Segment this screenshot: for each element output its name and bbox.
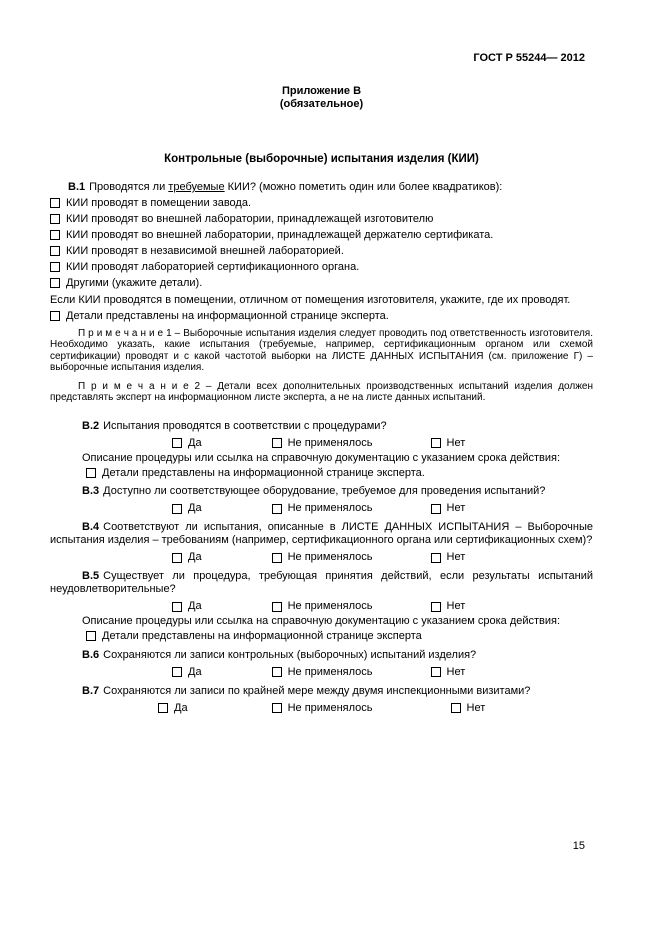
answer-label: Не применялось [287,551,373,563]
underlined-word: требуемые [168,181,225,193]
answer-row-b5 [50,600,593,613]
answer-option-no[interactable] [431,551,466,564]
answer-label: Да [188,665,202,678]
checkbox[interactable] [50,246,60,256]
checkbox-option[interactable] [50,229,593,242]
answer-row-b3 [50,502,593,515]
checkbox-yes[interactable] [158,703,168,713]
answer-option-no[interactable] [431,666,466,679]
question-b5 [50,570,593,596]
question-number: В.7 [82,684,100,697]
question-number: В.4 [82,521,100,533]
checkbox-yes[interactable] [172,602,182,612]
answer-option-yes[interactable] [172,502,202,515]
checkbox-na[interactable] [272,703,282,713]
checkbox-na[interactable] [272,504,282,514]
location-note: Если КИИ проводятся в помещении, отличном от помещения изготовителя, укажите, где их проводят. [50,294,571,306]
answer-label: Не применялось [287,665,373,678]
annex-name: Приложение В [281,85,362,97]
checkbox-no[interactable] [451,703,461,713]
checkbox-no[interactable] [431,553,441,563]
question-text: Существует ли процедура, требующая принятия действий, если результаты испытаний неудовлетворительные? [50,570,593,595]
answer-label: Да [188,551,202,563]
answer-option-no[interactable] [451,702,486,715]
answer-option-yes[interactable] [172,437,202,450]
option-label: КИИ проводят лабораторией сертификационного органа. [66,261,360,273]
question-text: Доступно ли соответствующее оборудование, требуемое для проведения испытаний? [103,485,546,497]
answer-label: Нет [446,551,466,563]
answer-label: Не применялось [287,600,373,612]
checkbox[interactable] [86,631,96,641]
checkbox-yes[interactable] [172,553,182,563]
question-b3 [50,485,593,498]
checkbox-option[interactable] [50,213,593,226]
checkbox[interactable] [50,262,60,272]
answer-label: Не применялось [287,436,373,449]
checkbox-option[interactable] [50,245,593,258]
question-text: КИИ? (можно пометить один или более квадратиков): [224,181,503,193]
checkbox-yes[interactable] [172,438,182,448]
answer-option-yes[interactable] [158,702,188,715]
answer-label: Нет [446,600,466,612]
page-title: Контрольные (выборочные) испытания изделия (КИИ) [164,153,479,165]
answer-option-yes[interactable] [172,551,202,564]
answer-label: Да [188,502,202,514]
answer-label: Нет [466,701,486,714]
answer-option-yes[interactable] [172,666,202,679]
answer-label: Да [188,600,202,612]
checkbox[interactable] [50,230,60,240]
answer-label: Не применялось [287,701,373,714]
answer-option-na[interactable] [272,600,373,613]
option-label: КИИ проводят в помещении завода. [66,197,252,209]
question-text: Сохраняются ли записи по крайней мере между двумя инспекционными визитами? [103,684,531,697]
annex-heading [50,85,593,111]
answer-label: Нет [446,665,466,678]
checkbox-option[interactable] [50,197,593,210]
standard-number: ГОСТ Р 55244— 2012 [473,52,585,64]
answer-row-b6 [50,666,593,679]
option-label: Детали представлены на информационной странице эксперта. [102,466,425,479]
answer-row-b4 [50,551,593,564]
checkbox[interactable] [50,278,60,288]
checkbox-na[interactable] [272,602,282,612]
checkbox-no[interactable] [431,504,441,514]
checkbox-na[interactable] [272,667,282,677]
answer-option-na[interactable] [272,437,373,450]
checkbox-option-details[interactable] [50,310,593,323]
question-b4 [50,521,593,547]
question-text: Соответствуют ли испытания, описанные в ЛИСТЕ ДАННЫХ ИСПЫТАНИЯ – Выборочные испытания изделия – требованиям (например, сертификационного органа или сертификационных схем)? [50,521,593,546]
answer-label: Да [174,701,188,714]
checkbox[interactable] [86,468,96,478]
option-label: Детали представлены на информационной странице эксперта. [66,310,389,322]
option-label: КИИ проводят во внешней лаборатории, принадлежащей держателю сертификата. [66,229,494,241]
answer-label: Не применялось [287,502,373,514]
checkbox-option-details[interactable] [86,630,593,643]
question-b2 [50,420,593,433]
checkbox-no[interactable] [431,667,441,677]
option-label: Детали представлены на информационной странице эксперта [102,630,422,642]
question-text: Испытания проводятся в соответствии с процедурами? [103,419,387,432]
answer-row-b7 [50,702,593,715]
procedure-description-b5: Описание процедуры или ссылка на справочную документацию с указанием срока действия: [82,615,561,627]
checkbox-yes[interactable] [172,667,182,677]
option-label: КИИ проводят в независимой внешней лабораторией. [66,245,344,257]
b1-options-list [50,197,593,290]
checkbox[interactable] [50,311,60,321]
answer-label: Нет [446,436,466,449]
answer-row-b2 [50,437,593,450]
question-b6 [50,649,593,662]
question-number: В.5 [82,570,100,582]
checkbox-na[interactable] [272,438,282,448]
answer-option-na[interactable] [272,551,373,564]
answer-label: Да [188,436,202,449]
answer-option-yes[interactable] [172,600,202,613]
answer-option-na[interactable] [272,502,373,515]
question-number: В.6 [82,648,100,661]
checkbox-option[interactable] [50,261,593,274]
checkbox-na[interactable] [272,553,282,563]
answer-option-no[interactable] [431,437,466,450]
answer-option-no[interactable] [431,502,466,515]
note-1: П р и м е ч а н и е 1 – Выборочные испытания изделия следует проводить под ответственность изготовителя. Необходимо указать, какие испытания (требуемые, например, сертификационным органом или схемой сертификации) проводят и с какой частотой выборки на ЛИСТЕ ДАННЫХ ИСПЫТАНИЯ (см. приложение Г) – выборочные испытания изделия. [50,327,593,373]
checkbox-no[interactable] [431,438,441,448]
answer-option-no[interactable] [431,600,466,613]
checkbox[interactable] [50,198,60,208]
note-2: П р и м е ч а н и е 2 – Детали всех дополнительных производственных испытаний изделия должен представлять эксперт на информационном листе эксперта, а не на листе данных испытаний. [50,380,593,403]
question-b7 [50,685,593,698]
question-number: В.2 [82,419,100,432]
page-number: 15 [572,840,585,852]
question-b1 [50,181,593,194]
answer-option-na[interactable] [272,666,373,679]
checkbox-yes[interactable] [172,504,182,514]
question-number: В.1 [68,181,86,193]
checkbox[interactable] [50,214,60,224]
checkbox-option[interactable] [50,277,593,290]
option-label: КИИ проводят во внешней лаборатории, принадлежащей изготовителю [66,213,434,225]
procedure-description-b2: Описание процедуры или ссылка на справочную документацию с указанием срока действия: [82,451,561,464]
checkbox-option-details[interactable] [86,467,593,480]
checkbox-no[interactable] [431,602,441,612]
answer-label: Нет [446,502,466,514]
option-label: Другими (укажите детали). [66,277,203,289]
question-text: Проводятся ли [89,181,169,193]
annex-type: (обязательное) [279,98,364,110]
answer-option-na[interactable] [272,702,373,715]
question-text: Сохраняются ли записи контрольных (выборочных) испытаний изделия? [103,648,477,661]
question-number: В.3 [82,485,100,497]
